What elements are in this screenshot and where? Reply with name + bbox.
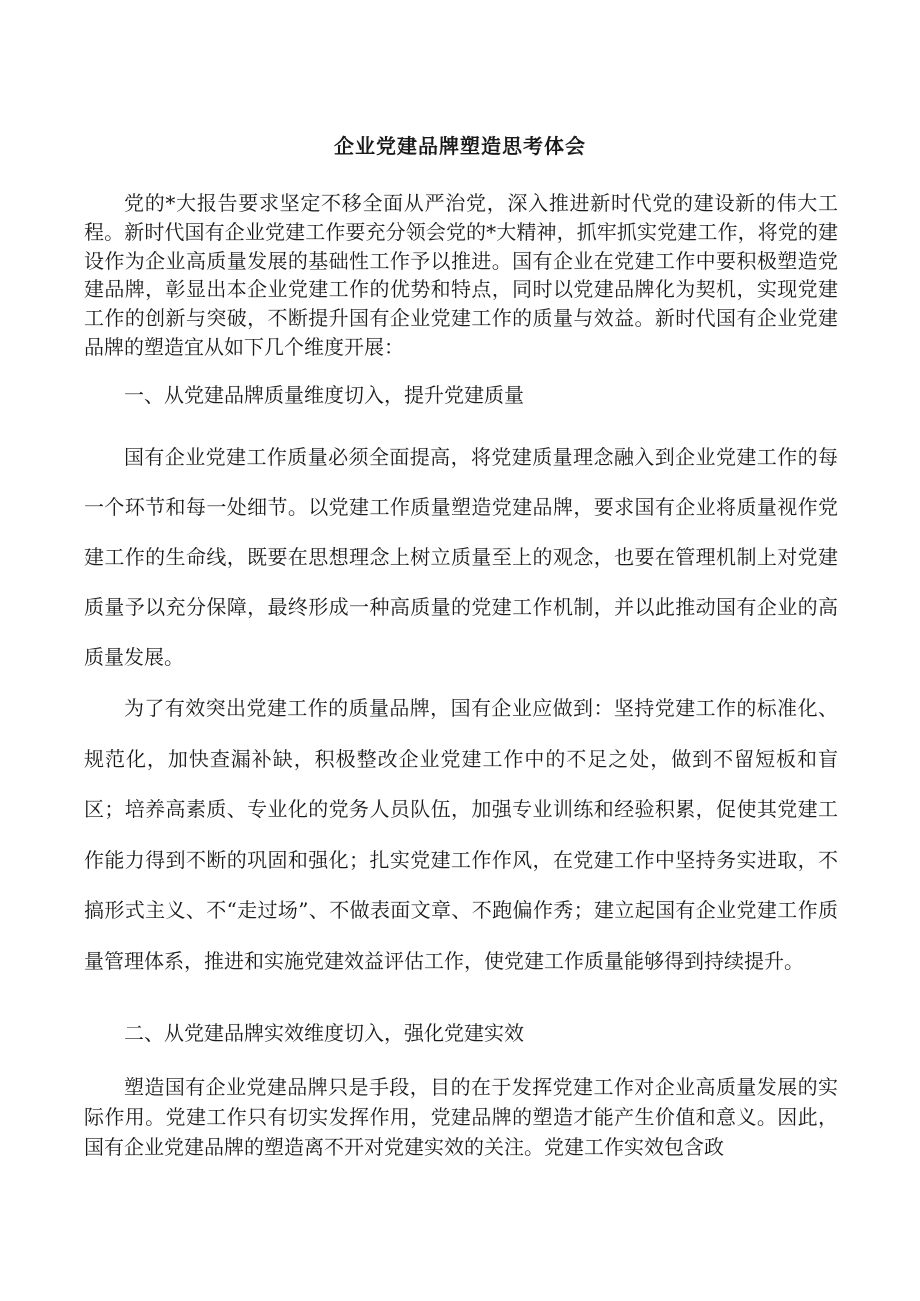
- paragraph-intro: 党的*大报告要求坚定不移全面从严治党，深入推进新时代党的建设新的伟大工程。新时代国有企业党建工作要充分领会党的*大精神，抓牢抓实党建工作，将党的建设作为企业高质量发展的基础性工作予以推进。国有企业在党建工作中要积极塑造党建品牌，彰显出本企业党建工作的优势和特点，同时以党建品牌化为契机，实现党建工作的创新与突破，不断提升国有企业党建工作的质量与效益。新时代国有企业党建品牌的塑造宜从如下几个维度开展：: [84, 191, 838, 359]
- paragraph-effectiveness-1: 塑造国有企业党建品牌只是手段，目的在于发挥党建工作对企业高质量发展的实际作用。党建工作只有切实发挥作用，党建品牌的塑造才能产生价值和意义。因此，国有企业党建品牌的塑造离不开对党建实效的关注。党建工作实效包含政: [84, 1075, 838, 1159]
- paragraph-quality-2: 为了有效突出党建工作的质量品牌，国有企业应做到：坚持党建工作的标准化、规范化，加快查漏补缺，积极整改企业党建工作中的不足之处，做到不留短板和盲区；培养高素质、专业化的党务人员队伍，加强专业训练和经验积累，促使其党建工作能力得到不断的巩固和强化；扎实党建工作作风，在党建工作中坚持务实进取，不搞形式主义、不“走过场”、不做表面文章、不跑偏作秀；建立起国有企业党建工作质量管理体系，推进和实施党建效益评估工作，使党建工作质量能够得到持续提升。: [84, 696, 838, 973]
- document-title: 企业党建品牌塑造思考体会: [334, 134, 586, 158]
- section-heading-quality: 一、从党建品牌质量维度切入，提升党建质量: [124, 383, 524, 407]
- paragraph-quality-1: 国有企业党建工作质量必须全面提高，将党建质量理念融入到企业党建工作的每一个环节和每一处细节。以党建工作质量塑造党建品牌，要求国有企业将质量视作党建工作的生命线，既要在思想理念上树立质量至上的观念，也要在管理机制上对党建质量予以充分保障，最终形成一种高质量的党建工作机制，并以此推动国有企业的高质量发展。: [84, 445, 838, 669]
- section-heading-effectiveness: 二、从党建品牌实效维度切入，强化党建实效: [124, 1021, 524, 1045]
